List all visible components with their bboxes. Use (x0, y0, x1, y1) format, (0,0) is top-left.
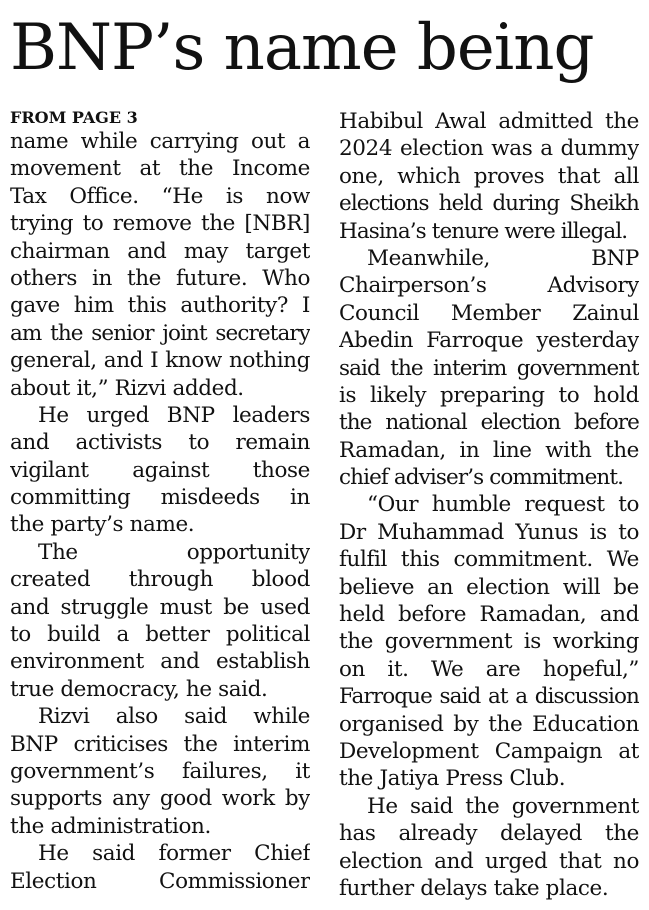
text-line: others in the future. Who (10, 265, 310, 291)
text-line: Meanwhile, BNP (367, 245, 639, 271)
article-column-right (339, 108, 639, 902)
text-line: Council Member Zainul (339, 300, 639, 326)
text-line: Tax Office. “He is now (10, 183, 310, 209)
text-line: held before Ramadan, and (339, 602, 639, 628)
text-line: Farroque said at a discussion (339, 684, 639, 710)
text-line: the party’s name. (10, 512, 195, 538)
text-line: to build a better political (10, 622, 310, 648)
text-line: Ramadan, in line with the (339, 437, 639, 463)
text-line: one, which proves that all (339, 163, 639, 189)
text-line: believe an election will be (339, 574, 639, 600)
text-line: true democracy, he said. (10, 676, 268, 702)
text-line: Rizvi also said while (38, 704, 310, 730)
text-line: am the senior joint secretary (10, 320, 310, 346)
text-line: Dr Muhammad Yunus is to (339, 519, 639, 545)
text-line: Development Campaign at (339, 738, 639, 764)
text-line: organised by the Education (339, 711, 639, 737)
text-line: fulfil this commitment. We (339, 547, 639, 573)
text-line: chairman and may target (10, 238, 310, 264)
text-line: The opportunity (38, 539, 310, 565)
text-line: gave him this authority? I (10, 293, 310, 319)
text-line: movement at the Income (10, 156, 310, 182)
text-line: name while carrying out a (10, 129, 310, 154)
text-line: He said the government (367, 793, 639, 819)
text-line: on it. We are hopeful,” (339, 656, 639, 682)
text-line: further delays take place. (339, 875, 609, 901)
text-line: said the interim government (339, 355, 639, 381)
text-line: trying to remove the [NBR] (10, 211, 310, 237)
text-line: elections held during Sheikh (339, 191, 639, 217)
text-line: Habibul Awal admitted the (339, 109, 639, 134)
text-line: environment and establish (10, 649, 310, 675)
text-line: He urged BNP leaders (38, 402, 310, 428)
text-line: Chairperson’s Advisory (339, 273, 639, 299)
text-line: created through blood (10, 567, 310, 593)
text-line: about it,” Rizvi added. (10, 375, 244, 401)
text-line: and struggle must be used (10, 594, 310, 620)
text-line: 2024 election was a dummy (339, 136, 639, 162)
text-line: and activists to remain (10, 430, 310, 456)
text-line: government’s failures, it (10, 758, 310, 784)
text-line: He said former Chief (38, 841, 310, 867)
text-line: has already delayed the (339, 821, 639, 847)
text-line: chief adviser’s commitment. (339, 465, 624, 491)
text-line: is likely preparing to hold (339, 382, 639, 408)
text-line: vigilant against those (10, 457, 310, 483)
text-line: the government is working (339, 629, 639, 655)
text-line: BNP criticises the interim (10, 731, 310, 757)
jump-label: FROM PAGE 3 (10, 108, 138, 127)
text-line: Hasina’s tenure were illegal. (339, 218, 628, 244)
text-line: the administration. (10, 813, 211, 839)
text-line: Abedin Farroque yesterday (339, 328, 639, 354)
text-line: the national election before (339, 410, 639, 436)
text-line: the Jatiya Press Club. (339, 766, 566, 792)
text-line: “Our humble request to (367, 492, 639, 518)
text-line: committing misdeeds in (10, 485, 310, 511)
headline: BNP’s name being (10, 11, 594, 85)
text-line: general, and I know nothing (10, 348, 310, 374)
text-line: election and urged that no (339, 848, 639, 874)
text-line: Election Commissioner (10, 868, 310, 894)
article-column-left (10, 108, 310, 895)
text-line: supports any good work by (10, 786, 310, 812)
